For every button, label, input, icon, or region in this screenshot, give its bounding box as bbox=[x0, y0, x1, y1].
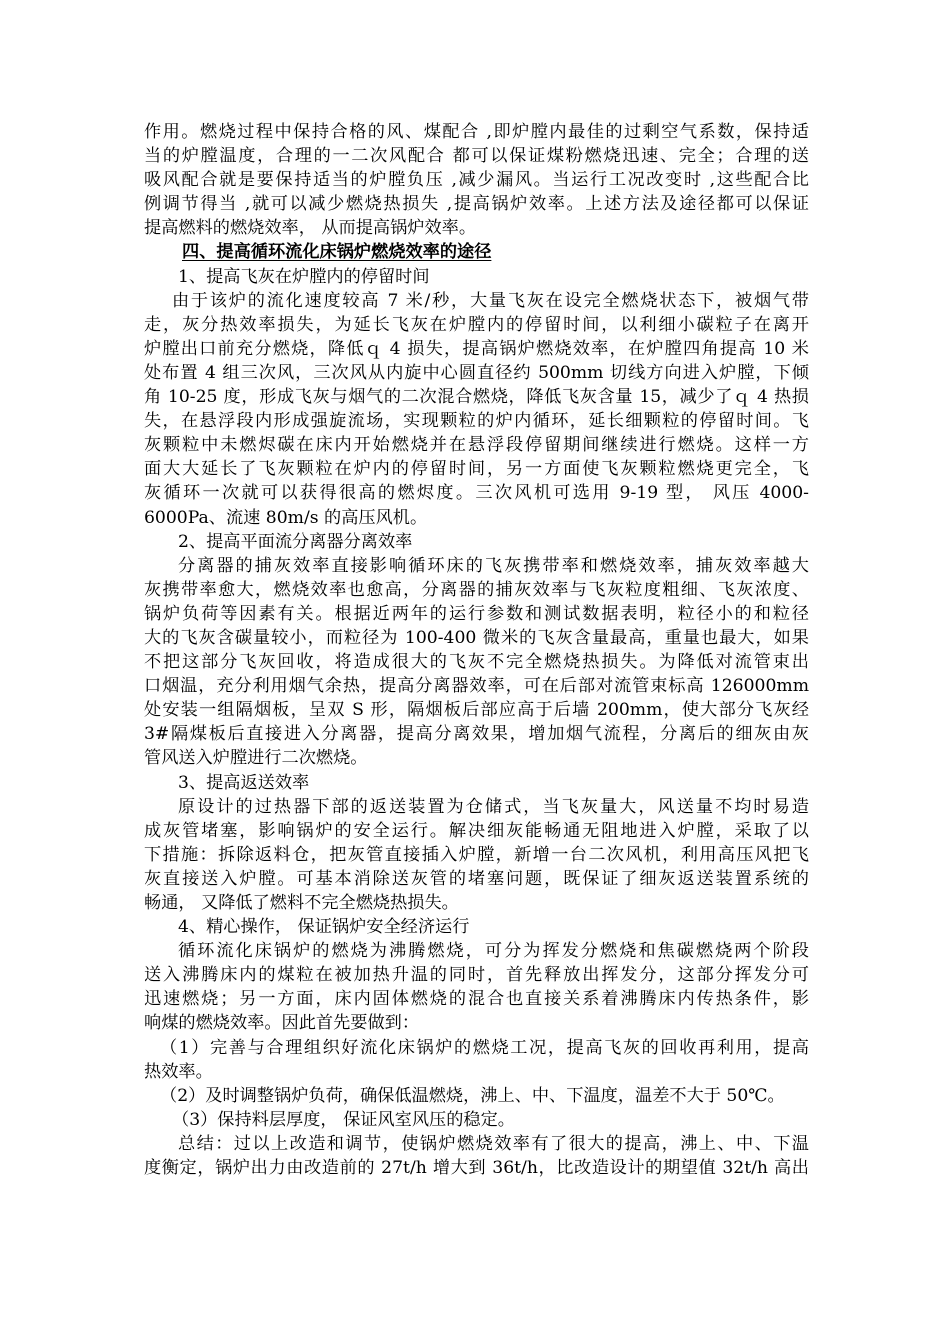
section-heading-text: 四、提高循环流化床锅炉燃烧效率的途径 bbox=[182, 242, 492, 263]
subsection-3-paragraph bbox=[144, 795, 809, 915]
text-line: 锅炉负荷等因素有关。根据近两年的运行参数和测试数据表明，粒径小的和粒径 bbox=[144, 603, 809, 624]
subsection-2-paragraph bbox=[144, 554, 809, 771]
text-line: 灰颗粒中未燃烬碳在床内开始燃烧并在悬浮段停留期间继续进行燃烧。这样一方 bbox=[144, 435, 809, 456]
text-line: 面大大延长了飞灰颗粒在炉内的停留时间，另一方面使飞灰颗粒燃烧更完全，飞 bbox=[144, 459, 809, 480]
text-line: 6000Pa、流速 80m/s 的高压风机。 bbox=[144, 507, 428, 528]
text-line: 吸风配合就是要保持适当的炉膛负压 ,减少漏风。当运行工况改变时 ,这些配合比 bbox=[144, 170, 809, 191]
text-line: 处安装一组隔烟板，呈双 S 形，隔烟板后部应高于后墙 200mm，使大部分飞灰经 bbox=[144, 700, 809, 721]
text-line: 响煤的燃烧效率。因此首先要做到： bbox=[144, 1013, 420, 1034]
text-line: 灰循环一次就可以获得很高的燃烬度。三次风机可选用 9-19 型， 风压 4000- bbox=[144, 483, 809, 504]
text-line: 当的炉膛温度，合理的一二次风配合 都可以保证煤粉燃烧迅速、完全；合理的送 bbox=[144, 146, 809, 167]
subsection-1-paragraph bbox=[144, 289, 809, 530]
text-line: 大的飞灰含碳量较小，而粒径为 100-400 微米的飞灰含量最高，重量也最大，如果 bbox=[144, 627, 809, 648]
text-line: 口烟温，充分利用烟气余热，提高分离器效率，可在后部对流管束标高 126000mm bbox=[144, 676, 809, 697]
measure-list bbox=[144, 1036, 809, 1132]
text-line: 成灰管堵塞，影响锅炉的安全运行。解决细灰能畅通无阻地进入炉膛，采取了以 bbox=[144, 820, 809, 841]
text-line: 原设计的过热器下部的返送装置为仓储式，当飞灰量大，风送量不均时易造 bbox=[178, 796, 809, 817]
list-item: （3）保持料层厚度， 保证风室风压的稳定。 bbox=[172, 1109, 515, 1130]
text-line: 度衡定，锅炉出力由改造前的 27t/h 增大到 36t/h，比改造设计的期望值 32t/h 高出 bbox=[144, 1158, 809, 1179]
text-line: 管风送入炉膛进行二次燃烧。 bbox=[144, 748, 368, 769]
subsection-title: 2、提高平面流分离器分离效率 bbox=[178, 531, 413, 552]
text-line: 灰直接送入炉膛。可基本消除送灰管的堵塞问题，既保证了细灰返送装置系统的 bbox=[144, 868, 809, 889]
subsection-title: 3、提高返送效率 bbox=[178, 772, 310, 793]
subsection-title: 1、提高飞灰在炉膛内的停留时间 bbox=[178, 266, 430, 287]
text-line: 提高燃料的燃烧效率， 从而提高锅炉效率。 bbox=[144, 218, 477, 239]
text-line: 由于该炉的流化速度较高 7 米/秒，大量飞灰在设完全燃烧状态下，被烟气带 bbox=[172, 290, 809, 311]
section-heading bbox=[144, 240, 809, 264]
text-line: 分离器的捕灰效率直接影响循环床的飞灰携带率和燃烧效率，捕灰效率越大 bbox=[178, 555, 809, 576]
text-line: 循环流化床锅炉的燃烧为沸腾燃烧，可分为挥发分燃烧和焦碳燃烧两个阶段 bbox=[178, 941, 809, 962]
text-line: 角 10-25 度，形成飞灰与烟气的二次混合燃烧，降低飞灰含量 15，减少了ｑ 4 热损 bbox=[144, 387, 809, 408]
intro-paragraph bbox=[144, 120, 809, 240]
text-line: 灰携带率愈大，燃烧效率也愈高，分离器的捕灰效率与飞灰粒度粗细、飞灰浓度、 bbox=[144, 579, 809, 600]
text-line: 3#隔煤板后直接进入分离器，提高分离效果，增加烟气流程，分离后的细灰由灰 bbox=[144, 724, 809, 745]
text-line: 总结：过以上改造和调节，使锅炉燃烧效率有了很大的提高，沸上、中、下温 bbox=[178, 1133, 809, 1154]
list-item: （1）完善与合理组织好流化床锅炉的燃烧工况，提高飞灰的回收再利用，提高 bbox=[160, 1037, 809, 1058]
subsection-title: 4、精心操作， 保证锅炉安全经济运行 bbox=[178, 917, 470, 938]
text-line: 走，灰分热效率损失，为延长飞灰在炉膛内的停留时间，以利细小碳粒子在离开 bbox=[144, 314, 809, 335]
text-line: 例调节得当 ,就可以减少燃烧热损失 ,提高锅炉效率。上述方法及途径都可以保证 bbox=[144, 194, 809, 215]
text-line: 下措施：拆除返料仓，把灰管直接插入炉膛，新增一台二次风机，利用高压风把飞 bbox=[144, 844, 809, 865]
text-line: 迅速燃烧；另一方面，床内固体燃烧的混合也直接关系着沸腾床内传热条件，影 bbox=[144, 989, 809, 1010]
text-line: 不把这部分飞灰回收，将造成很大的飞灰不完全燃烧热损失。为降低对流管束出 bbox=[144, 652, 809, 673]
text-line: 作用。燃烧过程中保持合格的风、煤配合 ,即炉膛内最佳的过剩空气系数，保持适 bbox=[144, 122, 809, 142]
text-line: 畅通， 又降低了燃料不完全燃烧热损失。 bbox=[144, 893, 459, 913]
text-line: 炉膛出口前充分燃烧，降低ｑ 4 损失，提高锅炉燃烧效率，在炉膛四角提高 10 米 bbox=[144, 338, 809, 359]
list-item: （2）及时调整锅炉负荷，确保低温燃烧，沸上、中、下温度，温差不大于 50℃。 bbox=[160, 1085, 785, 1106]
summary-paragraph bbox=[144, 1132, 809, 1180]
subsection-4-paragraph bbox=[144, 939, 809, 1035]
text-line: 送入沸腾床内的煤粒在被加热升温的同时，首先释放出挥发分，这部分挥发分可 bbox=[144, 965, 809, 986]
list-item: 热效率。 bbox=[144, 1061, 213, 1082]
text-line: 处布置 4 组三次风，三次风从内旋中心圆直径约 500mm 切线方向进入炉膛，下倾 bbox=[144, 362, 809, 383]
text-line: 失，在悬浮段内形成强旋流场，实现颗粒的炉内循环，延长细颗粒的停留时间。飞 bbox=[144, 411, 809, 432]
document-page bbox=[144, 120, 809, 1180]
